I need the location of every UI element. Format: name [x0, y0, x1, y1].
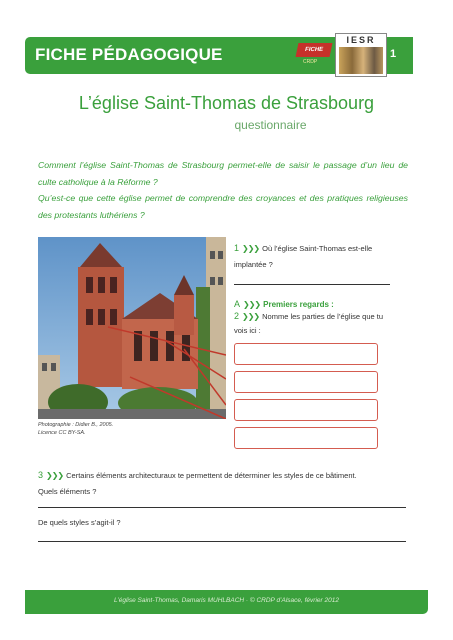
question-2 [234, 309, 384, 338]
page-number: 1 [390, 48, 397, 60]
photo-credit [38, 421, 148, 437]
iesr-logo-image [339, 47, 383, 74]
page-subtitle: questionnaire [234, 118, 307, 132]
logo-area [297, 33, 387, 75]
church-photo [38, 237, 226, 419]
question-2-number: 2 [234, 311, 240, 321]
footer-text: L’église Saint-Thomas, Damaris MUHLBACH · © CRDP d’Alsace, février 2012 [114, 597, 339, 604]
answer-box-4[interactable] [234, 427, 378, 449]
question-3-sub1: Quels éléments ? [38, 487, 97, 496]
answer-box-1[interactable] [234, 343, 378, 365]
question-3-text: Certains éléments architecturaux te permettent de déterminer les styles de ce bâtiment. [66, 471, 357, 480]
section-a-label: Premiers regards : [263, 300, 334, 309]
chevrons-icon: ❯❯❯ [243, 300, 261, 309]
answer-box-3[interactable] [234, 399, 378, 421]
photo-credit-line1: Photographie : Didier B., 2005. [38, 422, 114, 428]
crdp-logo-text: CRDP [303, 59, 318, 65]
header-title: FICHE PÉDAGOGIQUE [35, 45, 223, 64]
intro-question-2: Qu’est-ce que cette église permet de comprendre des croyances et des pratiques religieuses des protestants luthériens ? [38, 193, 408, 220]
section-a-letter: A [234, 299, 241, 309]
footer-band [25, 590, 428, 614]
answer-line-q3-1[interactable] [38, 507, 406, 508]
question-3-number: 3 [38, 470, 44, 480]
question-1 [234, 240, 384, 273]
question-1-text: Où l’église Saint-Thomas est-elle implantée ? [234, 244, 373, 269]
iesr-logo-text: IESR [346, 35, 376, 45]
chevrons-icon: ❯❯❯ [242, 312, 260, 321]
photo-credit-line2: Licence CC BY-SA. [38, 430, 86, 436]
answer-line-q1[interactable] [234, 284, 390, 285]
question-2-text: Nomme les parties de l’église que tu vois ici : [234, 312, 384, 335]
iesr-logo [335, 33, 387, 77]
answer-line-q3-2[interactable] [38, 541, 406, 542]
question-1-number: 1 [234, 243, 240, 253]
question-3-sub2: De quels styles s’agit-il ? [38, 518, 121, 527]
intro-question-1: Comment l’église Saint-Thomas de Strasbourg permet-elle de saisir le passage d’un lieu de culte catholique à la Réforme ? [38, 160, 408, 187]
intro-text [38, 157, 408, 223]
question-3 [38, 467, 418, 484]
chevrons-icon: ❯❯❯ [46, 471, 64, 480]
answer-box-2[interactable] [234, 371, 378, 393]
page-title: L’église Saint-Thomas de Strasbourg [78, 93, 375, 113]
fiche-logo: FICHE [296, 43, 333, 57]
chevrons-icon: ❯❯❯ [242, 244, 260, 253]
